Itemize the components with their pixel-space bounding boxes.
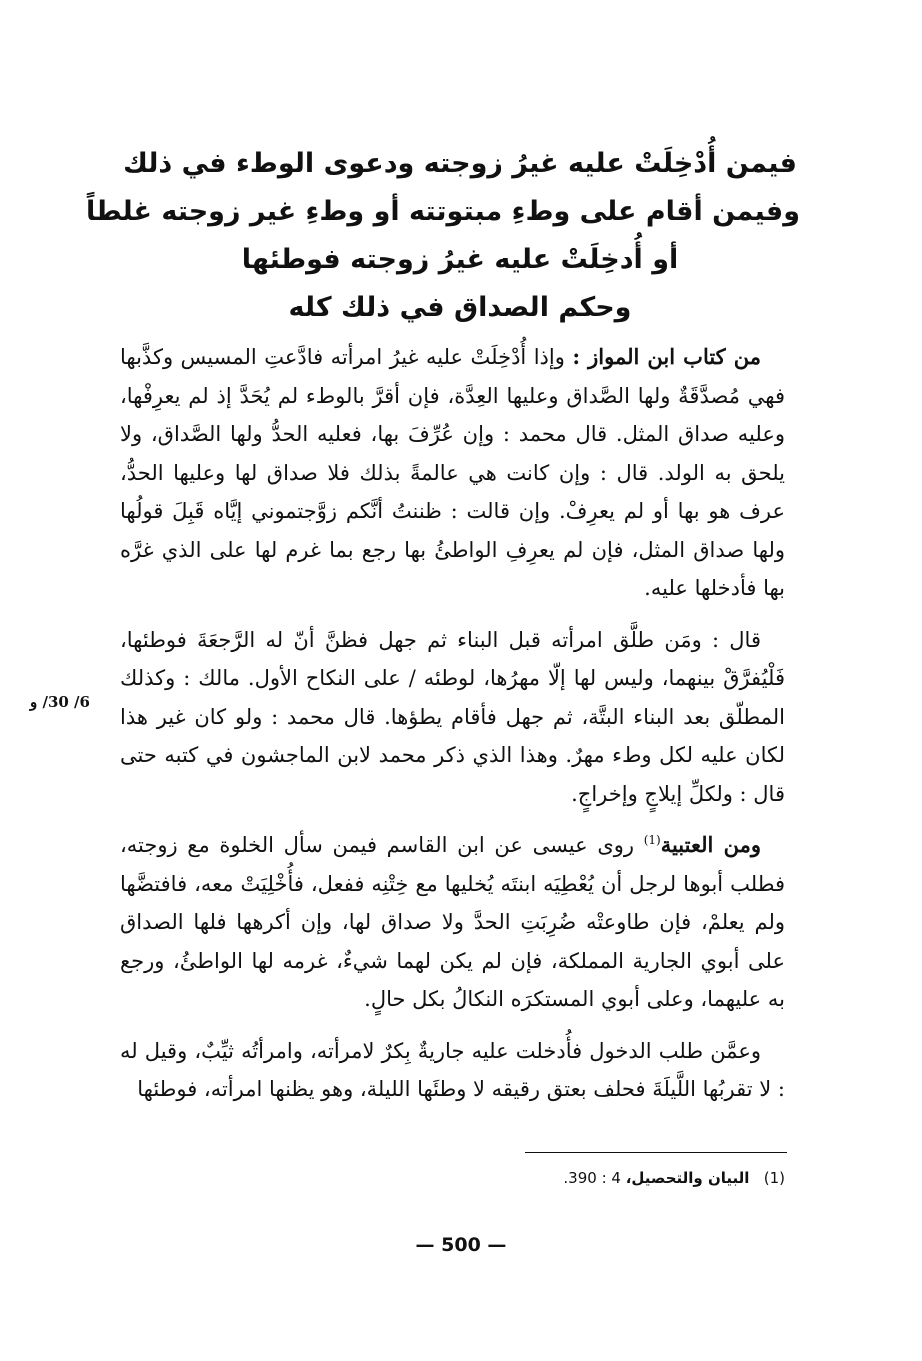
heading-line: أو أُدخِلَتْ عليه غيرُ زوجته فوطئها <box>241 244 679 275</box>
footnote-source: البيان والتحصيل، <box>625 1169 750 1187</box>
paragraph-text: روى عيسى عن ابن القاسم فيمن سأل الخلوة مع زوجته، فطلب أبوها لرجل أن يُعْطِيَه ابنتَه يُخليها مع خِتْنِه ففعل، فأُخْلِيَتْ معه، فافتضَّها ولم يعلمْ، فإن طاوعتْه ضُرِبَتِ الحدَّ ولا صداق لها، وإن أكرهها فلها الصداق على أبوي الجارية المملكة، فإن لم يكن لهما شيءٌ، غرمه لها الواطئُ، ورجع به عليهما، وعلى أبوي المستكرَه النكالُ بكل حالٍ. <box>120 833 785 1011</box>
paragraph <box>120 1032 785 1109</box>
page-number: — 500 — <box>415 1234 507 1256</box>
paragraph <box>120 826 785 1019</box>
paragraph-lead: من كتاب ابن المواز : <box>572 344 761 369</box>
footnote-number: (1) <box>763 1169 785 1187</box>
paragraph <box>120 338 785 608</box>
heading-line: فيمن أُدْخِلَتْ عليه غيرُ زوجته ودعوى الوطء في ذلك <box>123 148 797 179</box>
footnote-separator <box>525 1152 787 1153</box>
heading-line: وفيمن أقام على وطءِ مبتوتته أو وطءِ غير زوجته غلطاً <box>86 196 800 227</box>
footnote-reference: 4 : 390. <box>563 1169 621 1187</box>
paragraph-text: وعمَّن طلب الدخول فأُدخلت عليه جاريةٌ بِكرٌ لامرأته، وامرأتُه ثيِّبٌ، وقيل له : لا تقربُها اللَّيلَةَ فحلف بعتق رقيقه لا وطئَها الليلة، وهو يظنها امرأته، فوطئها <box>120 1038 785 1101</box>
body-text <box>120 338 785 1109</box>
paragraph <box>120 621 785 814</box>
paragraph-text: وإذا أُدْخِلَتْ عليه غيرُ امرأته فادَّعتِ المسيس وكذَّبها فهي مُصدَّقَةٌ ولها الصَّداق وعليها العِدَّة، فإن أقرَّ بالوطء لم يُحَدَّ إذ لم يعرِفْها، وعليه صداق المثل. قال محمد : وإن عُرِّفَ بها، فعليه الحدُّ ولها الصَّداق، ولا يلحق به الولد. قال : وإن كانت هي عالمةً بذلك فلا صداق لها وعليها الحدُّ، عرف هو بها أو لم يعرِفْ. وإن قالت : ظننتُ أنَّكم زوَّجتموني إيَّاه قَبِلَ قولُها ولها صداق المثل، فإن لم يعرِفِ الواطئُ بها رجع بما غرم لها على الذي غرَّه بها فأدخلها عليه. <box>120 345 785 600</box>
heading-line: وحكم الصداق في ذلك كله <box>288 292 632 323</box>
manuscript-folio-reference: 6/ 30/ و <box>30 693 90 711</box>
paragraph-lead: ومن العتبية <box>660 832 761 857</box>
paragraph-text: قال : ومَن طلَّق امرأته قبل البناء ثم جهل فظنَّ أنّ له الرَّجعَةَ فوطئها، فَلْيُفرَّقْ بينهما، وليس لها إلّا مهرُها، لوطئه / على النكاح الأول. مالك : وكذلك المطلّق بعد البناء البتَّة، ثم جهل فأقام يطؤها. قال محمد : ولو كان غير هذا لكان عليه لكل وطء مهرٌ. وهذا الذي ذكر محمد لابن الماجشون في كتبه حتى قال : ولكلِّ إيلاجٍ وإخراجٍ. <box>120 627 785 806</box>
footnote-marker: (1) <box>643 833 661 847</box>
footnote <box>500 1165 785 1191</box>
chapter-heading <box>86 140 800 332</box>
